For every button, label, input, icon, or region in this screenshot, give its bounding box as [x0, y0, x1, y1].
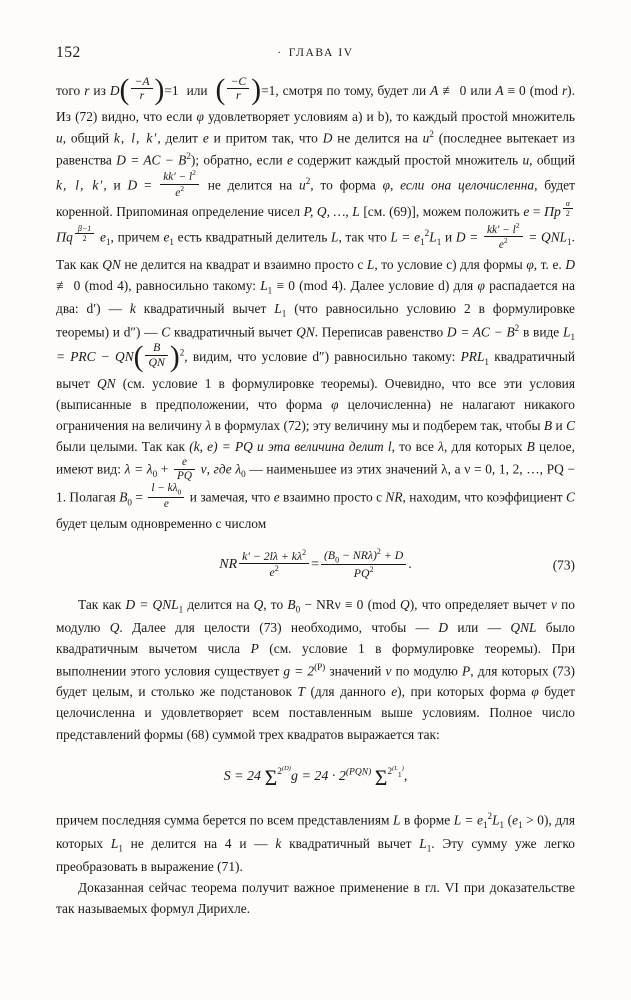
text-run: в формулах (72); эту величину мы и подберем так, чтобы [211, 417, 544, 433]
math-var-D: D [109, 83, 120, 99]
text-run: , для которых (73) будет целым, и столько же подстановок [56, 663, 575, 700]
text-run: ), при которых форма [397, 684, 532, 700]
legendre-symbol-2: ( $\frac{-C}{r}$ ) [215, 73, 262, 107]
text-run: , общий [62, 130, 114, 146]
math-expr-PRC: = PRC − QN [56, 349, 134, 365]
text-run: , т. е. [533, 256, 566, 272]
text-run: квадратичный вычет [135, 300, 275, 316]
text-run: было квадратичным вычетом числа [56, 620, 575, 657]
math-expr-nu: ν, где λ [197, 461, 242, 477]
text-run: = [529, 203, 544, 219]
text-run: , то [263, 597, 288, 613]
text-run: распадается на два: d′) — [56, 277, 575, 316]
text-run: ( [504, 812, 513, 828]
exponent-alpha-over-2: $\frac{\alpha}{2}$ [563, 199, 573, 219]
text-run: в форме [400, 812, 454, 828]
math-expr-L: L = e [390, 229, 421, 245]
paragraph-1: того r из D( $\frac{-A}{r}$ )=1 или ( $\frac{-C}{r}$ )=1, смотря по тому, будет ли A ≢ 0 или A ≡ 0 (mod r). Из (72) видно, что если φ удовлетворяет условиям a) и b), то каждый простой множитель u, общий k, l, k′, делит e и притом так, что D не делится на $u^2$ (последнее вытекает из равенства D = AC − $B^2$); обратно, если e содержит каждый простой множитель u, общий k, l, k′, и D = $\frac{kk' - l^2}{e^2}$ не делится на $u^2$, то форма φ, если она целочисленна, будет коренной. Припоминая определение чисел P, Q, …, L [см. (69)], можем положить e = Πp $\frac{\alpha}{2}$ Πq $\frac{\beta-1}{2}$ $e_1$, причем $e_1$ есть квадратный делитель L, так что $L = e_1^2L_1$ и D = $\frac{kk' - l^2}{e^2}$ = $QNL_1$. Так как QN не делится на квадрат и взаимно просто с L, то условие c) для формы φ, т. е. D ≢ 0 (mod 4), равносильно такому: $L_1 \equiv 0$ (mod 4). Далее условие d) для φ распадается на два: d′) — k квадратичный вычет $L_1$ (что равносильно условию 2 в формулировке теоремы) и d″) — C квадратичный вычет QN. Переписав равенство D = AC − $B^2$ в виде $L_1$ = PRC − QN( $\frac{B}{QN}$ )$^2$, видим, что условие d″) равносильно такому: $PRL_1$ квадратичный вычет QN (см. условие 1 в формулировке теоремы). Очевидно, что все эти условия (выписанные в предположении, что форма φ целочисленна) не налагают никакого ограничения на величину λ в формулах (72); эту величину мы и подберем так, чтобы B и C были целыми. Так как (k, e) = PQ и эта величина делит l, то все λ, для которых B целое, имеют вид: $\lambda = \lambda_0$ + $\frac{e}{PQ}$ ν, где $\lambda_0$ — наименьшее из этих значений λ, а ν = 0, 1, 2, …, PQ − 1. Полагая $B_0$ = $\frac{l - k\lambda_0}{e}$ и замечая, что e взаимно просто с NR, находим, что коэффициент C будет целым одновременно с числом [56, 73, 576, 532]
math-var-D: D [322, 130, 333, 146]
math-var-phi: φ [531, 684, 539, 700]
paragraph-2: Так как $D = QNL_1$ делится на Q, то $B_0 - NR\nu \equiv 0$ (mod Q), что определяет вычет ν по модулю Q. Далее для целости (73) необходимо, чтобы — D или — QNL было квадратичным вычетом числа P (см. условие 1 в формулировке теоремы). При выполнении этого условия существует $g = 2^{(P)}$ значений ν по модулю P, для которых (73) будет целым, и столько же подстановок T (для данного e), при которых форма φ будет целочисленна и удовлетворяет всем поставленным выше условиям. Полное число представлений формы (68) суммой трех квадратов выражается так: [56, 597, 575, 742]
text-run: . Так как [56, 229, 575, 272]
eq73-lhs-fraction [239, 548, 309, 580]
math-var-lambda: λ [205, 417, 212, 433]
math-expr-L-form: L = e [453, 812, 483, 828]
text-run: (см. условие 1 в формулировке теоремы). При выполнении этого условия существует [56, 641, 575, 679]
running-head-text: ГЛАВА IV [288, 47, 354, 59]
text-run: ). Из (72) видно, что если [56, 83, 575, 125]
text-run: = [131, 489, 147, 505]
frac-numerator-tail: + D [380, 548, 404, 562]
text-run: или — [448, 620, 511, 636]
text-run: или [470, 83, 496, 99]
product-symbol: Π [543, 203, 555, 220]
text-run: ≢ 0 (mod 4), равносильно такому: [56, 277, 261, 293]
math-var-q: q [66, 229, 73, 245]
math-vars-klk: k, l, k′ [56, 176, 104, 192]
math-expr-PQ: = PQ и эта величина делит [217, 439, 388, 455]
math-var-Q: Q [253, 597, 264, 613]
text-run: > 0), для которых [56, 812, 575, 851]
exponent: 2 [369, 564, 374, 574]
frac-numerator: k′ − 2lλ + kλ [242, 549, 303, 563]
math-var-L1: L [274, 300, 282, 316]
text-run: (последнее вытекает из равенства [56, 130, 575, 168]
frac-denominator: r [139, 88, 145, 103]
text-run: будет целочисленна и удовлетворяет всем поставленным выше условиям. Полное число представлений формы (68) суммой трех квадратов выражается так: [56, 684, 575, 742]
summation-symbol: Σ [374, 765, 388, 790]
math-var-p: p [554, 203, 561, 219]
text-run: ≡ 0 (mod [503, 83, 562, 99]
eq-mid: g = 24 · 2 [290, 768, 346, 784]
legendre-symbol-1: ( $\frac{-A}{r}$ ) [119, 73, 165, 107]
text-run: того [56, 83, 85, 99]
math-var-QNL: QNL [510, 620, 537, 636]
text-run: делится на [183, 597, 254, 613]
text-run: + [157, 461, 172, 477]
text-run: есть квадратный делитель [173, 229, 332, 245]
summation-symbol: Σ [264, 765, 278, 790]
subscript: 1 [118, 843, 123, 854]
text-run: целое, имеют вид: [56, 439, 575, 477]
math-var-phi: φ [526, 256, 534, 272]
frac-denominator: r [236, 88, 241, 103]
math-var-L: L [393, 812, 401, 828]
math-var-u: u [522, 152, 530, 168]
math-var-A: A [495, 83, 504, 99]
sum-exponent-2: 2(L1) [387, 765, 404, 780]
math-var-L1: L [110, 835, 119, 851]
text-run: квадратичный вычет [170, 324, 297, 340]
text-run: , находим, что коэффициент [402, 489, 567, 505]
running-head [277, 47, 353, 59]
text-run: не делится на квадрат и взаимно просто с [120, 256, 367, 272]
text-run: или [186, 83, 208, 99]
math-var-L1: L [492, 812, 500, 828]
math-var-B0: B [119, 489, 128, 505]
text-run: не делится на [200, 176, 300, 192]
exponent-beta-minus-1-over-2: $\frac{\beta-1}{2}$ [75, 224, 94, 244]
math-var-C: C [161, 324, 171, 340]
math-var-l: l [387, 439, 392, 455]
text-run: ); обратно, если [190, 152, 288, 168]
frac-denominator: e [269, 565, 275, 579]
text-run: =1 [164, 83, 179, 99]
product-symbol: Π [56, 229, 67, 246]
math-var-L1: L [260, 277, 268, 293]
text-run: , то условие c) для формы [374, 256, 527, 272]
exponent: 2 [186, 150, 191, 161]
text-run: и притом так, что [208, 130, 323, 146]
page-body [56, 73, 576, 919]
text-run: удовлетворяет условиям a) и b), то каждый простой множитель [203, 109, 575, 125]
text-run: , то форма [310, 176, 383, 192]
equation-number: (73) [552, 557, 575, 573]
text-run: целочисленна) не налагают никакого ограничения на величину [56, 396, 576, 433]
text-run: содержит каждый простой множитель [292, 152, 523, 168]
paragraph-3 [56, 809, 575, 877]
page-header [56, 44, 575, 70]
math-var-e: e [523, 203, 530, 219]
text-run: не делится на [332, 130, 423, 146]
math-var-phi: φ [477, 277, 485, 293]
text-run: =1, [261, 83, 279, 99]
frac-denominator: e [163, 498, 169, 511]
text-run: , делит [157, 130, 203, 146]
math-expr-lambda: λ = λ [124, 461, 153, 477]
page-number: 152 [56, 44, 81, 61]
subscript: 1 [482, 820, 488, 831]
math-var-P: P [250, 641, 259, 657]
math-var-u: u [56, 130, 63, 146]
math-var-e: e [273, 489, 280, 505]
math-var-C: C [566, 417, 575, 433]
exponent: 2 [376, 546, 381, 556]
text-run: Так как [78, 597, 126, 613]
math-expr-g: g = 2 [283, 663, 315, 679]
subscript: 1 [105, 237, 111, 248]
eq-tail: , [403, 768, 408, 784]
math-var-B: B [526, 439, 535, 455]
text-run: значений [325, 663, 386, 679]
math-var-e: e [287, 152, 293, 168]
exponent: (P) [314, 661, 326, 672]
fraction-kk-l2-e2 [160, 169, 199, 199]
frac-numerator: −A [131, 75, 152, 90]
frac-denominator: PQ [353, 566, 370, 580]
text-run: , то все [391, 439, 439, 455]
math-var-u: u [299, 176, 306, 192]
exponent: 2 [274, 563, 279, 573]
text-run: — наименьшее из этих значений λ, а ν = 0, 1, 2, …, PQ − 1. Полагая [56, 461, 576, 505]
text-run: и [441, 229, 456, 245]
math-var-A: A [430, 83, 439, 99]
math-var-e1: e [100, 229, 106, 245]
paragraph-4: Доказанная сейчас теорема получит важное применение в гл. VI при доказательстве так называемых формул Дирихле. [56, 879, 575, 916]
frac-numerator: (B [324, 548, 336, 562]
exponent: 2 [487, 811, 493, 822]
math-var-QN: QN [97, 375, 116, 391]
math-var-lambda: λ [438, 439, 444, 455]
math-expr-D: D = [455, 229, 482, 245]
fraction-e-over-PQ: $\frac{e}{PQ}$ [174, 456, 195, 483]
math-var-QN: QN [102, 256, 121, 272]
math-expr-QNL1: = QNL [524, 229, 568, 245]
math-var-B0: B [287, 597, 296, 613]
text-run: , видим, что условие d″) равносильно такому: [184, 349, 461, 365]
text-run: , и [103, 176, 128, 192]
text-run: , общий [529, 152, 575, 168]
math-var-e1: e [512, 812, 519, 828]
text-run: и замечая, что [186, 489, 274, 505]
math-var-QN: QN [296, 324, 315, 340]
exponent: 2 [429, 129, 434, 140]
math-var-D: D [438, 620, 448, 636]
math-var-phi: φ [331, 396, 339, 412]
math-var-nu: ν [385, 663, 392, 679]
sum-exponent: 2(D) [277, 765, 291, 778]
text-run: квадратичный вычет [56, 349, 575, 391]
fraction-B-over-QN: ( $\frac{B}{QN}$ ) [133, 340, 180, 373]
text-run: ≡ 0 (mod 4). Далее условие d) для [272, 277, 478, 293]
subscript: 1 [426, 843, 432, 854]
math-var-L1: L [563, 324, 571, 340]
exponent: 2 [192, 167, 196, 177]
math-var-L1: L [429, 229, 437, 245]
math-var-nu: ν [550, 597, 557, 613]
exponent: (PQN) [345, 767, 372, 778]
math-var-PRL: PRL [460, 349, 485, 365]
math-var-L: L [366, 256, 375, 272]
math-var-L: L [331, 229, 339, 245]
frac-numerator: kk′ − l [163, 170, 193, 183]
subscript: 1 [499, 820, 505, 831]
exponent: 2 [305, 175, 311, 186]
text-run: в виде [519, 324, 563, 340]
math-var-D: D [565, 256, 575, 272]
text-run: взаимно просто с [279, 489, 386, 505]
fraction-kk-l2-e2-b: $\frac{kk' - l^2}{e^2}$ [484, 222, 523, 252]
exponent: 2 [302, 547, 307, 557]
math-var-r: r [561, 83, 568, 99]
math-var-B: B [543, 417, 553, 433]
text-run: . Переписав равенство [314, 324, 447, 340]
math-var-Q: Q [109, 620, 120, 636]
equation-S [56, 761, 575, 795]
text-run: , причем [110, 229, 164, 245]
text-run: из [89, 83, 110, 99]
math-var-C: C [566, 489, 575, 505]
text-run: = [137, 176, 159, 192]
equation-73 [56, 548, 575, 582]
text-run: и [552, 417, 567, 433]
math-var-e: e [391, 684, 398, 700]
equation-inline-D: D = AC − B [116, 152, 187, 168]
math-var-phi: φ [196, 109, 204, 125]
text-run: смотря по тому, будет ли [282, 83, 431, 99]
math-var-Q: Q [400, 597, 410, 613]
text-run: были целыми. Так как [56, 439, 190, 455]
math-var-u: u [422, 130, 430, 146]
text-run: (для данного [304, 684, 392, 700]
math-expr-D-QNL1: D = QNL [125, 597, 179, 613]
math-var-k: k [129, 300, 136, 316]
text-run: . Далее для целости (73) необходимо, чтобы — [119, 620, 439, 636]
equals-sign: = [311, 557, 319, 573]
text-run: ), что определяет вычет [409, 597, 551, 613]
equation-inline-D2: D = AC − B [446, 324, 515, 340]
math-var-r: r [84, 83, 90, 99]
text-run: квадратичный вычет [281, 835, 420, 851]
text-run: − NRν ≡ 0 (mod [300, 597, 401, 613]
text-run: , будет коренной. Припоминая определение чисел [56, 176, 575, 219]
running-head-dot: · [277, 47, 283, 59]
text-run: (что равносильно условию 2 в формулировке теоремы) и d″) — [56, 300, 575, 340]
text-run: будет целым одновременно с числом [56, 516, 267, 532]
math-var-e: e [202, 130, 209, 146]
math-var-k: k [275, 835, 282, 851]
text-run: , для которых [443, 439, 527, 455]
text-run: не делится на 4 и — [122, 835, 276, 851]
text-run: (см. условие 1 в формулировке теоремы). Очевидно, что все эти условия (выписанные в предположении, что форма [56, 375, 576, 412]
eq-lhs-prefix: NR [219, 557, 238, 573]
frac-numerator: −C [227, 75, 249, 90]
math-phrase-phi-integral: φ, если она целочисленна [382, 176, 535, 192]
text-run: ≢ 0 [438, 83, 467, 99]
math-var-D: D [127, 176, 138, 192]
text-run: по модулю [391, 663, 463, 679]
eq-tail: . [408, 557, 412, 573]
math-expr-ke: (k, e) [189, 439, 218, 455]
text-run: [см. (69)], можем положить [359, 203, 524, 219]
math-var-L1: L [419, 835, 427, 851]
math-vars-PQL: P, Q, …, L [303, 203, 360, 219]
math-var-NR: NR [385, 489, 403, 505]
frac-denominator: e [175, 186, 181, 199]
text-run: . Эту сумму уже легко преобразовать в выражение (71). [56, 835, 575, 874]
math-var-e1: e [163, 229, 170, 245]
eq73-rhs-fraction [321, 547, 406, 581]
eq-lhs: S = 24 [223, 768, 262, 784]
subscript: 0 [335, 554, 340, 564]
math-var-T: T [297, 684, 305, 700]
text-run: , так что [338, 229, 391, 245]
text-run: по модулю [56, 597, 575, 636]
frac-numerator-mid: − NRλ) [339, 548, 377, 562]
math-vars-klk: k, l, k′ [113, 130, 158, 146]
fraction-l-klambda0-over-e: $\frac{l - k\lambda_0}{e}$ [148, 482, 184, 511]
subscript: 1 [518, 820, 523, 831]
exponent: 2 [180, 183, 185, 193]
math-var-P: P [462, 663, 471, 679]
text-run: причем последняя сумма берется по всем представлениям [56, 812, 393, 828]
